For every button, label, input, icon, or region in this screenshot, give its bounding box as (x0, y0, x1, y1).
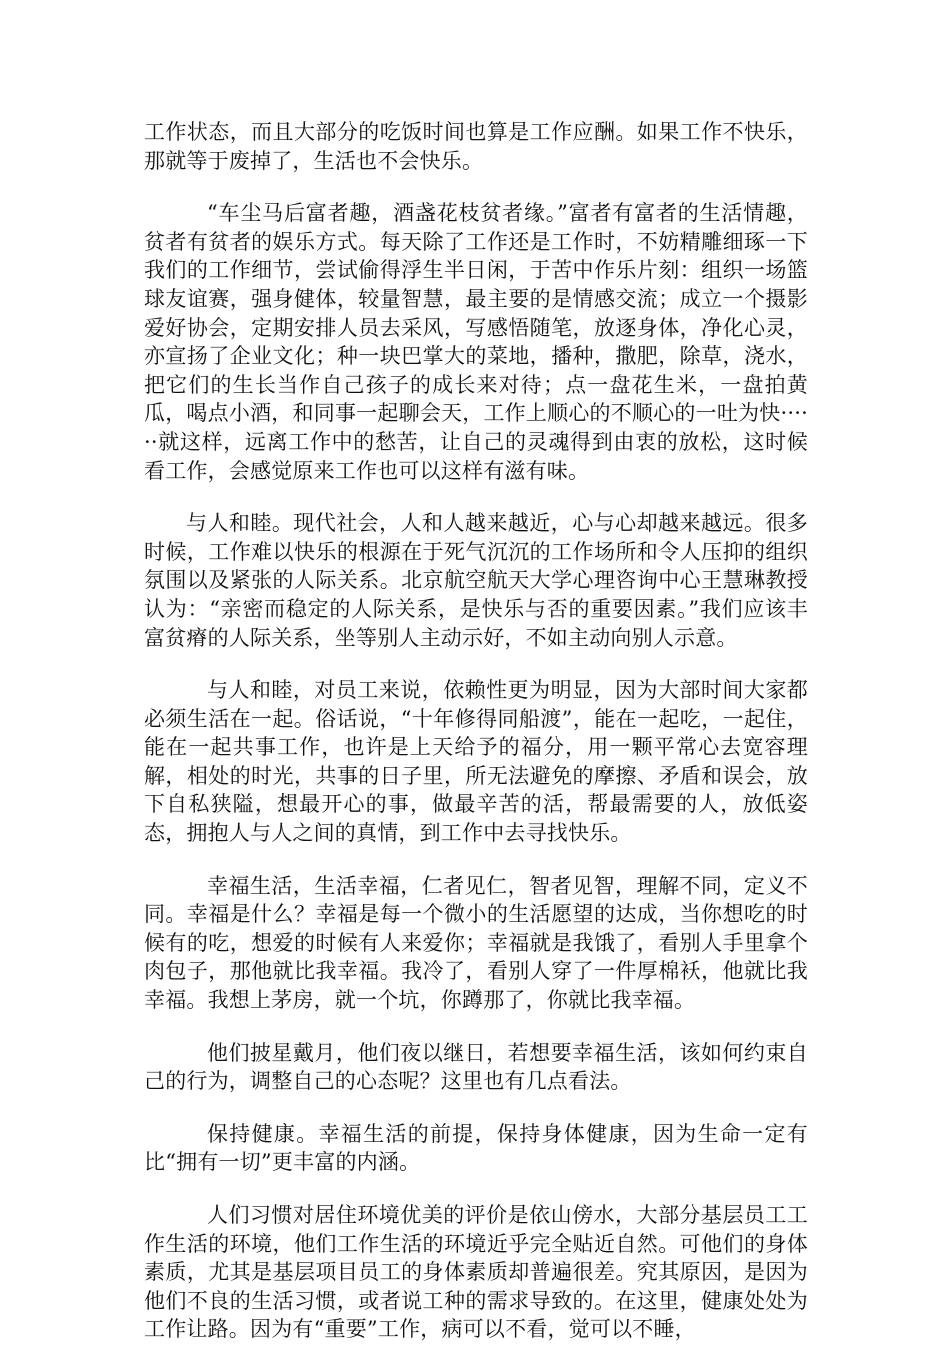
paragraph-harmony-detail: 与人和睦，对员工来说，依赖性更为明显，因为大部时间大家都必须生活在一起。俗话说，“十年修得同船渡”，能在一起吃，一起住，能在一起共事工作，也许是上天给予的福分，用一颗平常心去宽容理解，相处的时光，共事的日子里，所无法避免的摩擦、矛盾和误会，放下自私狭隘，想最开心的事，做最辛苦的活，帮最需要的人，放低姿态，拥抱人与人之间的真情，到工作中去寻找快乐。 (144, 678, 808, 846)
paragraph-continued: 工作状态，而且大部分的吃饭时间也算是工作应酬。如果工作不快乐，那就等于废掉了，生活也不会快乐。 (144, 120, 808, 173)
paragraph-chechen-quote: “车尘马后富者趣，酒盏花枝贫者缘。”富者有富者的生活情趣，贫者有贫者的娱乐方式。每天除了工作还是工作时，不妨精雕细琢一下我们的工作细节，尝试偷得浮生半日闲，于苦中作乐片刻：组织一场篮球友谊赛，强身健体，较量智慧，最主要的是情感交流；成立一个摄影爱好协会，定期安排人员去采风，写感悟随笔，放逐身体，净化心灵，亦宣扬了企业文化；种一块巴掌大的菜地，播种，撒肥，除草，浇水，把它们的生长当作自己孩子的成长来对待；点一盘花生米，一盘拍黄瓜，喝点小酒，和同事一起聊会天，工作上顺心的不顺心的一吐为快······就这样，远离工作中的愁苦，让自己的灵魂得到由衷的放松，这时候看工作，会感觉原来工作也可以这样有滋有味。 (144, 201, 808, 483)
paragraph-harmony-intro: 与人和睦。现代社会，人和人越来越近，心与心却越来越远。很多时候，工作难以快乐的根源在于死气沉沉的工作场所和令人压抑的组织氛围以及紧张的人际关系。北京航空航天大学心理咨询中心王慧琳教授认为：“亲密而稳定的人际关系，是快乐与否的重要因素。”我们应该丰富贫瘠的人际关系，坐等别人主动示好，不如主动向别人示意。 (144, 511, 808, 650)
paragraph-environment: 人们习惯对居住环境优美的评价是依山傍水，大部分基层员工工作生活的环境，他们工作生活的环境近乎完全贴近自然。可他们的身体素质，尤其是基层项目员工的身体素质却普遍很差。究其原因，是因为他们不良的生活习惯，或者说工种的需求导致的。在这里，健康处处为工作让路。因为有“重要”工作，病可以不看，觉可以不睡， (144, 1203, 808, 1342)
document-body (144, 118, 808, 1368)
paragraph-question: 他们披星戴月，他们夜以继日，若想要幸福生活，该如何约束自己的行为，调整自己的心态呢？这里也有几点看法。 (144, 1040, 808, 1094)
paragraph-health: 保持健康。幸福生活的前提，保持身体健康，因为生命一定有比“拥有一切”更丰富的内涵。 (144, 1121, 808, 1175)
paragraph-happiness: 幸福生活，生活幸福，仁者见仁，智者见智，理解不同，定义不同。幸福是什么？幸福是每一个微小的生活愿望的达成，当你想吃的时候有的吃，想爱的时候有人来爱你；幸福就是我饿了，看别人手里拿个肉包子，那他就比我幸福。我冷了，看别人穿了一件厚棉袄，他就比我幸福。我想上茅房，就一个坑，你蹲那了，你就比我幸福。 (144, 873, 808, 1013)
